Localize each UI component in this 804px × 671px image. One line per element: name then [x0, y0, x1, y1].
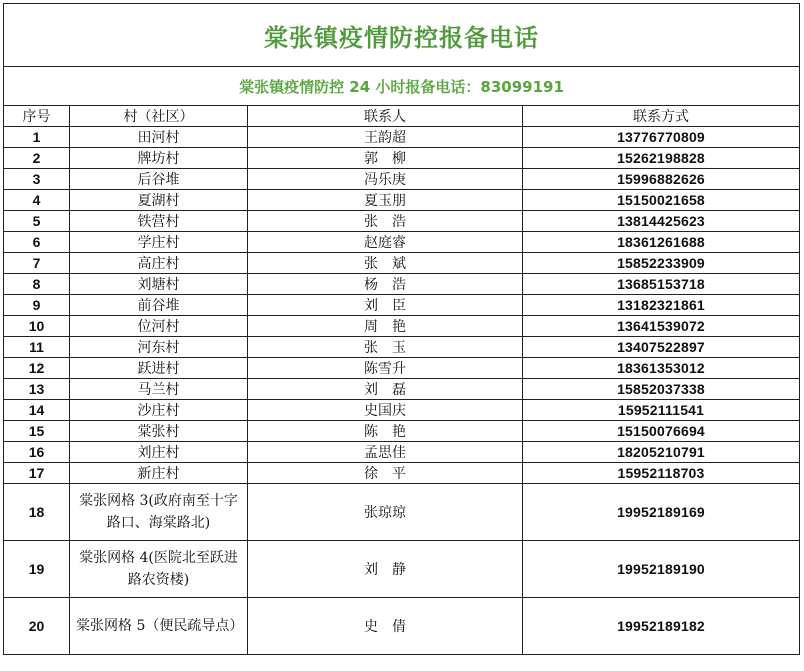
row-phone: 19952189169: [523, 484, 800, 541]
row-village: 高庄村: [70, 253, 248, 274]
row-village-text: 棠张网格 4(医院北至跃进路农资楼): [79, 550, 238, 588]
row-contact: 王韵超: [248, 127, 523, 148]
row-number: 9: [4, 295, 70, 316]
row-phone: 15150021658: [523, 190, 800, 211]
row-phone: 15852233909: [523, 253, 800, 274]
row-contact: 刘 磊: [248, 379, 523, 400]
header-village: 村（社区）: [70, 106, 248, 127]
row-number: 12: [4, 358, 70, 379]
row-contact: 徐 平: [248, 463, 523, 484]
row-village: 田河村: [70, 127, 248, 148]
table-row: [4, 148, 800, 169]
table-row: [4, 598, 800, 655]
row-contact: 杨 浩: [248, 274, 523, 295]
row-village: 牌坊村: [70, 148, 248, 169]
row-village: 铁营村: [70, 211, 248, 232]
row-village: [70, 541, 248, 598]
row-phone: 13776770809: [523, 127, 800, 148]
row-number: 14: [4, 400, 70, 421]
row-number: 15: [4, 421, 70, 442]
table-row: [4, 442, 800, 463]
row-number: 6: [4, 232, 70, 253]
table-row: [4, 421, 800, 442]
table-row: [4, 295, 800, 316]
row-number: 13: [4, 379, 70, 400]
row-village-text: 棠张网格 3(政府南至十字路口、海棠路北): [79, 493, 238, 531]
row-contact: 张 斌: [248, 253, 523, 274]
row-village: 河东村: [70, 337, 248, 358]
row-village: 位河村: [70, 316, 248, 337]
row-contact: 陈雪升: [248, 358, 523, 379]
row-phone: 19952189182: [523, 598, 800, 655]
row-village: [70, 598, 248, 655]
page-title: 棠张镇疫情防控报备电话: [264, 23, 539, 52]
row-contact: 夏玉朋: [248, 190, 523, 211]
row-number: 10: [4, 316, 70, 337]
row-number: 1: [4, 127, 70, 148]
hotline-subtitle: 棠张镇疫情防控 24 小时报备电话：83099191: [239, 77, 564, 96]
row-village: 后谷堆: [70, 169, 248, 190]
row-number: 2: [4, 148, 70, 169]
row-number: 4: [4, 190, 70, 211]
table-row: [4, 463, 800, 484]
row-phone: 15952118703: [523, 463, 800, 484]
row-phone: 19952189190: [523, 541, 800, 598]
subtitle-cell: [4, 67, 800, 106]
row-phone: 15952111541: [523, 400, 800, 421]
row-village: 刘庄村: [70, 442, 248, 463]
row-contact: 张 浩: [248, 211, 523, 232]
row-village: 夏湖村: [70, 190, 248, 211]
row-contact: 赵庭睿: [248, 232, 523, 253]
table-row: [4, 232, 800, 253]
row-village: 马兰村: [70, 379, 248, 400]
header-row: [4, 106, 800, 127]
table-row: [4, 337, 800, 358]
table-row: [4, 127, 800, 148]
table-row: [4, 541, 800, 598]
row-phone: 18361353012: [523, 358, 800, 379]
row-contact: 孟思佳: [248, 442, 523, 463]
title-cell: [4, 4, 800, 67]
table-row: [4, 253, 800, 274]
header-no: 序号: [4, 106, 70, 127]
row-number: 16: [4, 442, 70, 463]
row-village: [70, 484, 248, 541]
row-phone: 18361261688: [523, 232, 800, 253]
header-phone: 联系方式: [523, 106, 800, 127]
row-village: 棠张村: [70, 421, 248, 442]
table-row: [4, 484, 800, 541]
header-contact: 联系人: [248, 106, 523, 127]
row-contact: 史 倩: [248, 598, 523, 655]
row-phone: 18205210791: [523, 442, 800, 463]
row-village: 沙庄村: [70, 400, 248, 421]
row-phone: 13685153718: [523, 274, 800, 295]
row-phone: 13407522897: [523, 337, 800, 358]
contact-sheet: [3, 3, 800, 655]
row-village-text: 棠张网格 5（便民疏导点）: [76, 618, 244, 634]
row-number: 20: [4, 598, 70, 655]
row-number: 8: [4, 274, 70, 295]
row-contact: 史国庆: [248, 400, 523, 421]
row-number: 3: [4, 169, 70, 190]
row-contact: 周 艳: [248, 316, 523, 337]
row-contact: 陈 艳: [248, 421, 523, 442]
row-number: 5: [4, 211, 70, 232]
row-village: 跃进村: [70, 358, 248, 379]
row-number: 11: [4, 337, 70, 358]
row-phone: 15852037338: [523, 379, 800, 400]
table-row: [4, 400, 800, 421]
row-contact: 郭 柳: [248, 148, 523, 169]
row-village: 学庄村: [70, 232, 248, 253]
row-phone: 15150076694: [523, 421, 800, 442]
row-contact: 刘 静: [248, 541, 523, 598]
table-row: [4, 379, 800, 400]
table-row: [4, 316, 800, 337]
row-phone: 15996882626: [523, 169, 800, 190]
row-phone: 13182321861: [523, 295, 800, 316]
row-village: 新庄村: [70, 463, 248, 484]
table-row: [4, 274, 800, 295]
row-phone: 13814425623: [523, 211, 800, 232]
row-number: 7: [4, 253, 70, 274]
row-contact: 冯乐庚: [248, 169, 523, 190]
row-contact: 张 玉: [248, 337, 523, 358]
table-row: [4, 211, 800, 232]
row-contact: 刘 臣: [248, 295, 523, 316]
row-number: 18: [4, 484, 70, 541]
table-row: [4, 169, 800, 190]
table-row: [4, 358, 800, 379]
row-number: 17: [4, 463, 70, 484]
row-village: 刘塘村: [70, 274, 248, 295]
table-row: [4, 190, 800, 211]
row-phone: 15262198828: [523, 148, 800, 169]
row-number: 19: [4, 541, 70, 598]
row-contact: 张琼琼: [248, 484, 523, 541]
row-phone: 13641539072: [523, 316, 800, 337]
row-village: 前谷堆: [70, 295, 248, 316]
